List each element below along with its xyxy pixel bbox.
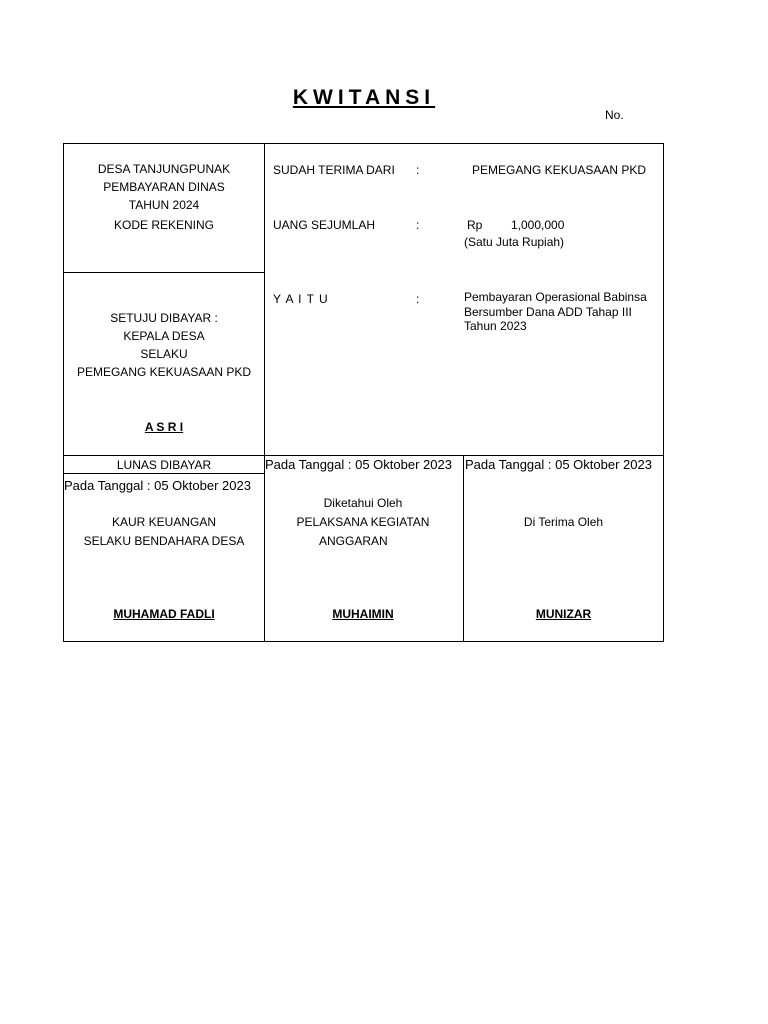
activity-executor-budget: ANGGARAN: [319, 534, 388, 548]
border-right: [663, 143, 664, 642]
purpose-label: Y A I T U: [273, 292, 329, 306]
paid-date: Pada Tanggal : 05 Oktober 2023: [64, 478, 251, 493]
received-from-colon: :: [416, 163, 420, 177]
approval-title: KEPALA DESA: [123, 329, 205, 343]
approval-role: PEMEGANG KEKUASAAN PKD: [76, 365, 252, 379]
received-by-label: Di Terima Oleh: [523, 515, 604, 529]
amount-value: 1,000,000: [511, 218, 565, 232]
purpose-line-3: Tahun 2023: [464, 319, 527, 333]
received-from-label: SUDAH TERIMA DARI: [273, 163, 395, 177]
border-bottom: [63, 641, 664, 642]
received-date: Pada Tanggal : 05 Oktober 2023: [465, 457, 652, 472]
village-name: DESA TANJUNGPUNAK: [97, 162, 231, 176]
fiscal-year: TAHUN 2024: [128, 198, 200, 212]
document-title: KWITANSI: [292, 86, 436, 109]
border-top: [63, 143, 664, 144]
amount-currency: Rp: [467, 218, 483, 232]
approval-signatory: A S R I: [144, 420, 184, 434]
received-from-value: PEMEGANG KEKUASAAN PKD: [472, 163, 647, 177]
activity-executor-title: PELAKSANA KEGIATAN: [296, 515, 430, 529]
acknowledged-by-label: Diketahui Oleh: [323, 496, 403, 510]
purpose-line-1: Pembayaran Operasional Babinsa: [464, 290, 647, 304]
amount-label: UANG SEJUMLAH: [273, 218, 376, 232]
paid-in-full-label: LUNAS DIBAYAR: [116, 458, 212, 472]
divider-upper-vertical: [264, 143, 265, 456]
amount-colon: :: [416, 218, 420, 232]
acknowledged-date: Pada Tanggal : 05 Oktober 2023: [265, 457, 452, 472]
treasurer-name: MUHAMAD FADLI: [113, 607, 215, 621]
divider-left-horizontal: [63, 272, 265, 273]
amount-in-words: (Satu Juta Rupiah): [464, 235, 565, 249]
approval-label: SETUJU DIBAYAR :: [110, 311, 218, 325]
recipient-name: MUNIZAR: [535, 607, 592, 621]
approval-selaku: SELAKU: [140, 347, 188, 361]
receipt-number-label: No.: [605, 108, 624, 122]
divider-middle-horizontal: [63, 455, 664, 456]
divider-lunas-horizontal: [63, 473, 265, 474]
executor-name: MUHAIMIN: [332, 607, 394, 621]
treasurer-role: SELAKU BENDAHARA DESA: [83, 534, 245, 548]
purpose-colon: :: [416, 292, 420, 306]
treasurer-title: KAUR KEUANGAN: [111, 515, 217, 529]
payment-type: PEMBAYARAN DINAS: [103, 180, 225, 194]
purpose-line-2: Bersumber Dana ADD Tahap III: [464, 305, 632, 319]
account-code-label: KODE REKENING: [113, 218, 215, 232]
